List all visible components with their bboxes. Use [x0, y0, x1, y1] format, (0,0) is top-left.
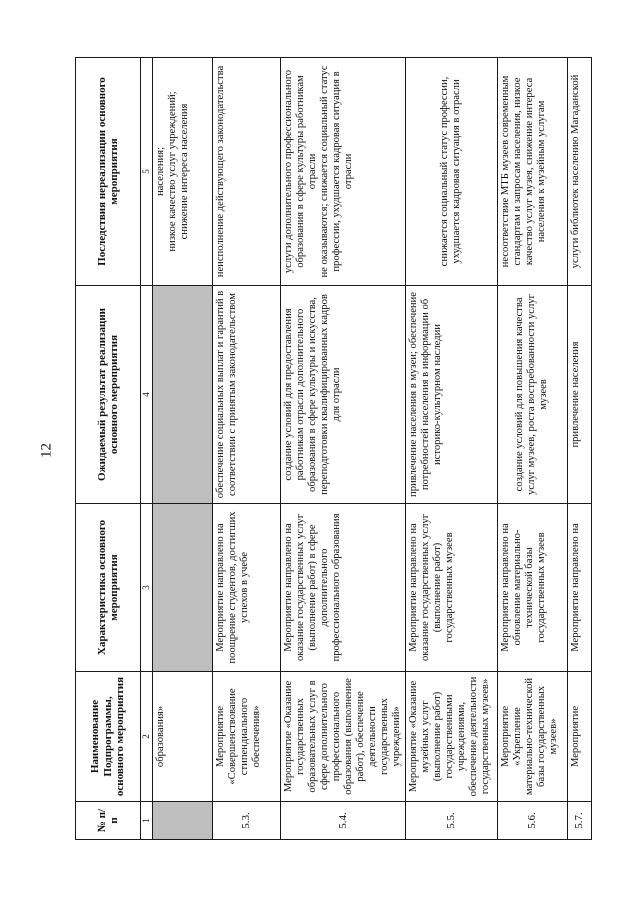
row-number-cell	[153, 802, 213, 840]
header-number: № п/п	[76, 802, 141, 840]
header-consequences: Последствия нереализации основного мероприятия	[76, 58, 141, 286]
header-expected-result: Ожидаемый результат реализации основного мероприятия	[76, 286, 141, 504]
consequence-line: услуги библиотек населению Магаданской	[569, 74, 581, 269]
characteristics-cell: Мероприятие направлено на поощрение студентов, достигших успехов в учебе	[213, 504, 281, 672]
rotated-table-container	[75, 58, 585, 840]
consequences-cell	[153, 58, 213, 286]
measure-name-cell: образования»	[153, 672, 213, 802]
column-index: 1	[141, 802, 153, 840]
header-measure-name: Наименование Подпрограммы, основного мероприятия	[76, 672, 141, 802]
expected-result-cell	[153, 286, 213, 504]
table-row	[405, 58, 497, 840]
row-number-cell: 5.3.	[213, 802, 281, 840]
column-index: 3	[141, 504, 153, 672]
table-header-row	[76, 58, 141, 840]
characteristics-cell: Мероприятие направлено на	[567, 504, 591, 672]
measure-name-cell: Мероприятие «Оказание государственных образовательных услуг в сфере дополнительного профессионального образования (выполнение работ), обеспечение деятельности государственных учреждений»	[281, 672, 406, 802]
consequence-line: неисполнение действующего законодательства	[215, 65, 226, 278]
measures-table	[75, 57, 592, 840]
consequence-line: низкое качество услуг учреждений;	[166, 91, 178, 252]
expected-result-cell: привлечение населения	[567, 286, 591, 504]
measure-name-cell: Мероприятие «Укрепление материально-технической базы государственных музеев»	[497, 672, 567, 802]
expected-result-cell: обеспечение социальных выплат и гарантий в соответствии с принятым законодательством	[213, 286, 281, 504]
column-index: 4	[141, 286, 153, 504]
header-characteristics: Характеристика основного мероприятия	[76, 504, 141, 672]
measure-name-cell: Мероприятие	[567, 672, 591, 802]
characteristics-cell: Мероприятие направлено на оказание государственных услуг (выполнение работ) государственных музеев	[405, 504, 497, 672]
consequences-cell	[405, 58, 497, 286]
table-row	[213, 58, 281, 840]
expected-result-cell: создание условий для предоставления работникам отрасли дополнительного образования в сфере культуры и искусства, переподготовки квалифицированных кадров для отрасли	[281, 286, 406, 504]
row-number-cell: 5.4.	[281, 802, 406, 840]
row-number-cell: 5.7.	[567, 802, 591, 840]
characteristics-cell: Мероприятие направлено на обновление материально-технической базы государственных музеев	[497, 504, 567, 672]
consequences-cell	[281, 58, 406, 286]
table-row	[567, 58, 591, 840]
expected-result-cell: привлечение населения в музеи; обеспечение потребностей населения в информации об историко-культурном наследии	[405, 286, 497, 504]
measure-name-cell: Мероприятие «Оказание музейных услуг (выполнение работ) государственными учреждениями, обеспечение деятельности государственных музеев»	[405, 672, 497, 802]
page-number: 12	[38, 443, 55, 458]
table-row-continuation	[153, 58, 213, 840]
consequence-line: услуги дополнительного профессионального образования в сфере культуры работникам отрасли	[283, 69, 318, 274]
consequence-line: населения;	[155, 146, 166, 197]
consequences-cell	[567, 58, 591, 286]
consequence-line: снижение интереса населения	[178, 103, 190, 240]
characteristics-cell	[153, 504, 213, 672]
column-index-row	[141, 58, 153, 840]
table-row	[281, 58, 406, 840]
consequences-cell	[213, 58, 281, 286]
consequence-line: не оказываются; снижается социальный статус профессии, ухудшается кадровая ситуация в отрасли	[318, 65, 354, 278]
row-number-cell: 5.6.	[497, 802, 567, 840]
table-row	[497, 58, 567, 840]
column-index: 2	[141, 672, 153, 802]
expected-result-cell: создание условий для повышения качества услуг музеев, роста востребованности услуг музеев	[497, 286, 567, 504]
characteristics-cell: Мероприятие направлено на оказание государственных услуг (выполнение работ) в сфере дополнительного профессионального образования	[281, 504, 406, 672]
consequence-line: несоответствие МТБ музеев современным стандартам и запросам населения, низкое качество услуг музея, снижение интереса населения к музейным услугам	[499, 75, 547, 268]
row-number-cell: 5.5.	[405, 802, 497, 840]
measure-name-cell: Мероприятие «Совершенствование стипендиального обеспечения»	[213, 672, 281, 802]
column-index: 5	[141, 58, 153, 286]
consequence-line: снижается социальный статус профессии, ухудшается кадровая ситуация в отрасли	[439, 76, 463, 267]
consequences-cell	[497, 58, 567, 286]
